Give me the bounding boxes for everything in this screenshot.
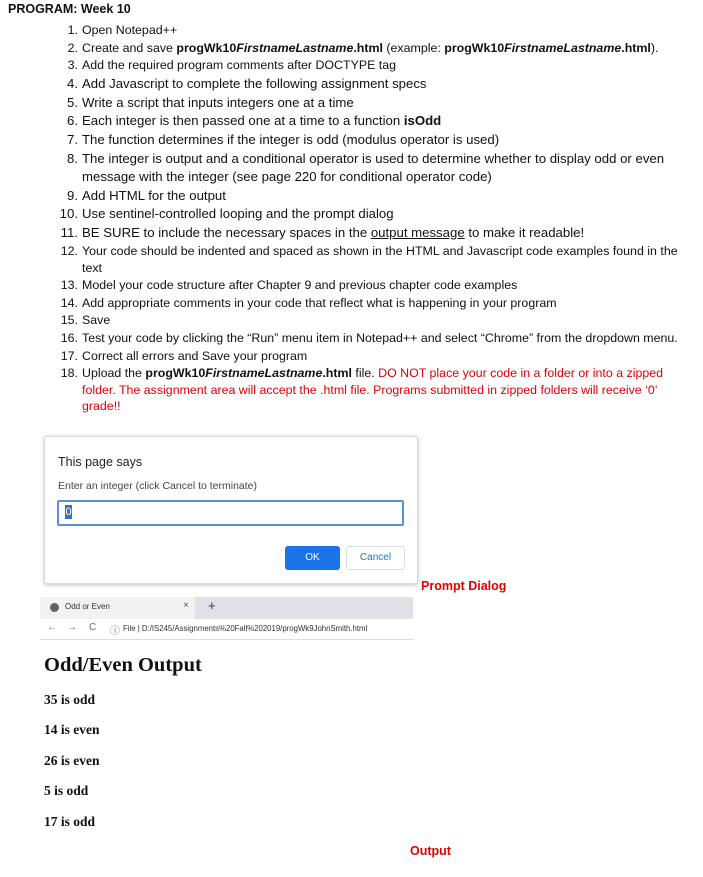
item-text: file.	[351, 366, 379, 381]
output-line: 5 is odd	[44, 783, 89, 798]
item-number: 16.	[60, 330, 78, 345]
tab-label: Odd or Even	[65, 602, 110, 611]
item-text: Add the required program comments after DOCTYPE tag	[82, 58, 397, 73]
reload-icon[interactable]: C	[89, 622, 97, 633]
item-number: 11.	[60, 225, 78, 241]
underlined-text: output message	[370, 225, 465, 241]
integer-input[interactable]	[57, 500, 404, 526]
item-number: 15.	[60, 313, 78, 328]
list-item	[0, 205, 700, 223]
output-line: 35 is odd	[44, 692, 96, 707]
item-text: Add Javascript to complete the following assignment specs	[82, 75, 427, 91]
list-item	[0, 348, 700, 365]
item-number: 8.	[67, 150, 78, 166]
item-text: The function determines if the integer is odd (modulus operator is used)	[82, 132, 500, 148]
list-item	[0, 277, 700, 294]
item-text: Model your code structure after Chapter 9 and previous chapter code examples	[82, 278, 518, 293]
file-ext: .html	[322, 366, 352, 381]
url-text[interactable]: File | D:/IS245/Assignments%20Fall%202019/progWk9JohnSmith.html	[123, 624, 368, 633]
output-line: 14 is even	[44, 722, 100, 737]
item-number: 13.	[60, 278, 78, 293]
item-number: 6.	[67, 113, 78, 129]
item-number: 9.	[67, 187, 78, 203]
close-icon[interactable]: ×	[183, 600, 189, 611]
list-item	[0, 22, 700, 39]
file-name-italic: FirstnameLastname	[205, 366, 323, 381]
list-item	[0, 75, 700, 93]
item-number: 3.	[67, 58, 78, 73]
item-number: 18.	[60, 366, 78, 381]
list-item	[0, 224, 700, 242]
item-text: Create and save	[82, 40, 177, 55]
info-icon[interactable]: ⓘ	[110, 626, 120, 637]
function-name: isOdd	[403, 113, 442, 129]
item-number: 10.	[59, 206, 78, 222]
item-text: Each integer is then passed one at a time to a function	[82, 113, 404, 129]
item-text: Correct all errors and Save your program	[82, 348, 308, 363]
item-text: Your code should be indented and spaced as shown in the HTML and Javascript code examples found in the text	[82, 243, 678, 275]
item-text: Use sentinel-controlled looping and the prompt dialog	[82, 206, 394, 222]
dialog-title: This page says	[58, 455, 143, 469]
list-item	[0, 57, 700, 74]
item-number: 5.	[67, 94, 78, 110]
list-item	[0, 150, 700, 186]
input-value: 0	[65, 506, 72, 518]
dialog-message: Enter an integer (click Cancel to terminate)	[58, 480, 258, 492]
browser-tab[interactable]	[40, 597, 195, 619]
item-text: Test your code by clicking the “Run” menu item in Notepad++ and select “Chrome” from the dropdown menu.	[82, 330, 678, 345]
item-number: 2.	[67, 40, 78, 55]
list-item	[0, 40, 700, 57]
item-number: 1.	[67, 23, 78, 37]
ok-button[interactable]: OK	[285, 546, 340, 570]
warning-text: DO NOT place your code in a folder or into a zipped folder. The assignment area will accept the .html file. Programs submitted in zipped folders will receive ‘0’ grade!!	[82, 366, 664, 414]
item-number: 12.	[60, 243, 78, 258]
item-text: The integer is output and a conditional operator is used to determine whether to display odd or even message with the integer (see page 220 for conditional operator code)	[82, 150, 665, 184]
prompt-dialog	[44, 436, 418, 584]
item-number: 17.	[60, 348, 78, 363]
item-text: (example:	[382, 40, 445, 55]
output-line: 26 is even	[44, 753, 100, 768]
item-text: Add appropriate comments in your code that reflect what is happening in your program	[82, 295, 557, 310]
new-tab-button[interactable]: +	[208, 598, 216, 613]
item-text: Add HTML for the output	[82, 187, 226, 203]
page-heading: PROGRAM: Week 10	[8, 2, 131, 16]
file-name-bold: progWk10	[176, 40, 237, 55]
file-name-bold: progWk10	[145, 366, 206, 381]
output-caption: Output	[410, 844, 451, 858]
globe-icon	[50, 603, 59, 612]
file-name-italic: FirstnameLastname	[236, 40, 354, 55]
output-line: 17 is odd	[44, 814, 96, 829]
list-item	[0, 312, 700, 329]
item-number: 7.	[67, 132, 78, 148]
item-text: to make it readable!	[464, 225, 585, 241]
file-ext: .html	[621, 40, 651, 55]
prompt-caption: Prompt Dialog	[421, 579, 507, 593]
item-text: Write a script that inputs integers one at a time	[82, 94, 354, 110]
file-ext: .html	[353, 40, 383, 55]
list-item	[0, 131, 700, 149]
list-item	[0, 330, 700, 347]
list-item	[0, 112, 700, 130]
file-name-bold: progWk10	[444, 40, 505, 55]
item-text: Save	[82, 313, 111, 328]
item-text: Open Notepad++	[82, 23, 178, 37]
item-text: Upload the	[82, 366, 146, 381]
output-title: Odd/Even Output	[44, 654, 202, 676]
item-text: ).	[650, 40, 659, 55]
item-text: BE SURE to include the necessary spaces in the	[82, 225, 371, 241]
address-bar	[40, 619, 413, 640]
file-name-italic: FirstnameLastname	[504, 40, 622, 55]
forward-icon[interactable]: →	[67, 622, 77, 633]
list-item	[0, 187, 700, 205]
cancel-button[interactable]: Cancel	[346, 546, 405, 570]
back-icon[interactable]: ←	[47, 622, 57, 633]
list-item	[0, 243, 700, 276]
steps-list	[0, 22, 700, 416]
item-number: 14.	[60, 295, 78, 310]
browser-tab-bar	[40, 597, 413, 619]
list-item	[0, 295, 700, 312]
item-number: 4.	[67, 75, 78, 91]
list-item	[0, 94, 700, 112]
list-item	[0, 365, 700, 415]
